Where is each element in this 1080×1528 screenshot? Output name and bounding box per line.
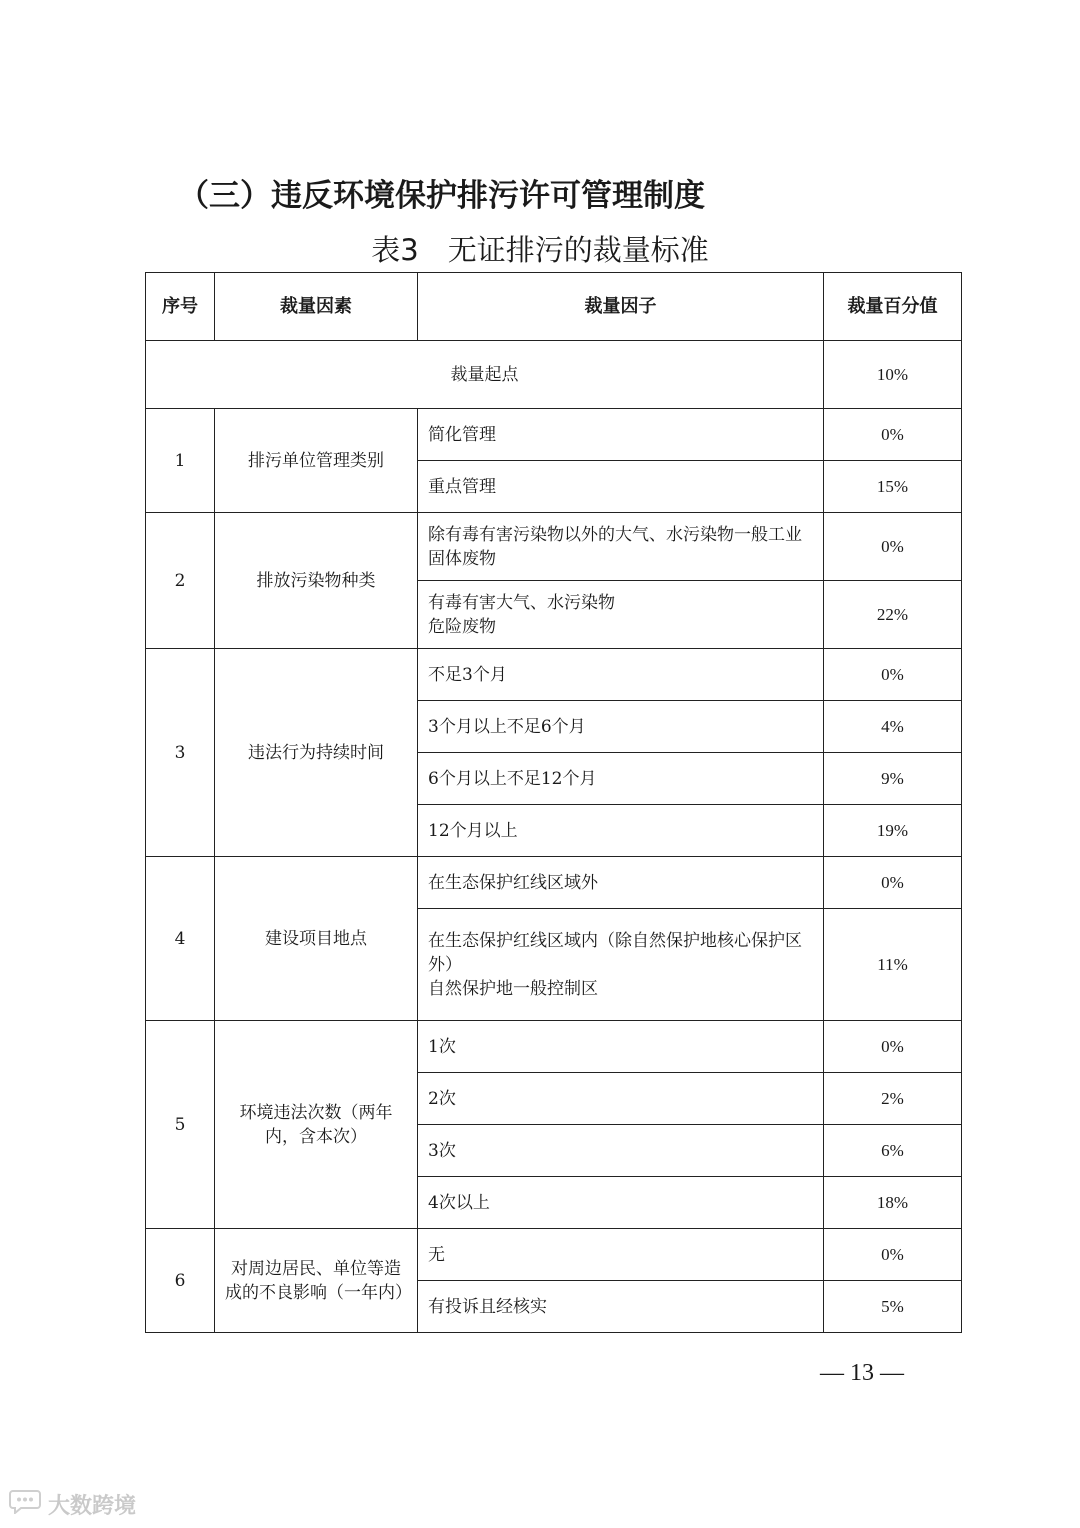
row-value: 0%: [824, 649, 962, 701]
row-value: 19%: [824, 805, 962, 857]
row-value: 2%: [824, 1073, 962, 1125]
header-value: 裁量百分值: [824, 273, 962, 341]
row-value: 0%: [824, 513, 962, 581]
row-value: 11%: [824, 909, 962, 1021]
discretion-standard-table: [145, 272, 962, 1333]
row-no: 3: [146, 649, 215, 857]
header-item: 裁量因子: [418, 273, 824, 341]
row-factor: 建设项目地点: [215, 857, 418, 1021]
row-value: 18%: [824, 1177, 962, 1229]
header-factor: 裁量因素: [215, 273, 418, 341]
row-value: 4%: [824, 701, 962, 753]
table-row: [146, 1021, 962, 1073]
table-caption: 表3 无证排污的裁量标准: [371, 233, 709, 267]
chat-bubble-icon: [8, 1488, 42, 1520]
table-row: [146, 649, 962, 701]
row-item: 3次: [418, 1125, 824, 1177]
row-item: 在生态保护红线区域内（除自然保护地核心保护区外） 自然保护地一般控制区: [418, 909, 824, 1021]
row-factor: 环境违法次数（两年内，含本次）: [215, 1021, 418, 1229]
row-factor: 违法行为持续时间: [215, 649, 418, 857]
row-value: 6%: [824, 1125, 962, 1177]
row-item: 3个月以上不足6个月: [418, 701, 824, 753]
row-value: 9%: [824, 753, 962, 805]
row-no: 6: [146, 1229, 215, 1333]
table-row: [146, 513, 962, 581]
row-value: 5%: [824, 1281, 962, 1333]
row-value: 0%: [824, 857, 962, 909]
row-no: 2: [146, 513, 215, 649]
header-no: 序号: [146, 273, 215, 341]
watermark: [8, 1488, 136, 1520]
row-no: 1: [146, 409, 215, 513]
table-row: [146, 1229, 962, 1281]
row-item: 有毒有害大气、水污染物 危险废物: [418, 581, 824, 649]
row-item: 2次: [418, 1073, 824, 1125]
row-item: 无: [418, 1229, 824, 1281]
row-item: 4次以上: [418, 1177, 824, 1229]
row-value: 0%: [824, 1229, 962, 1281]
row-no: 5: [146, 1021, 215, 1229]
row-value: 0%: [824, 409, 962, 461]
row-item: 6个月以上不足12个月: [418, 753, 824, 805]
row-item: 重点管理: [418, 461, 824, 513]
row-factor: 对周边居民、单位等造成的不良影响（一年内）: [215, 1229, 418, 1333]
row-item: 1次: [418, 1021, 824, 1073]
row-value: 22%: [824, 581, 962, 649]
row-item: 简化管理: [418, 409, 824, 461]
start-label: 裁量起点: [146, 341, 824, 409]
row-item: 12个月以上: [418, 805, 824, 857]
section-title: （三）违反环境保护排污许可管理制度: [178, 178, 705, 214]
row-item: 有投诉且经核实: [418, 1281, 824, 1333]
row-no: 4: [146, 857, 215, 1021]
row-item: 不足3个月: [418, 649, 824, 701]
start-row: [146, 341, 962, 409]
row-value: 0%: [824, 1021, 962, 1073]
table-row: [146, 409, 962, 461]
start-value: 10%: [824, 341, 962, 409]
row-item: 除有毒有害污染物以外的大气、水污染物一般工业固体废物: [418, 513, 824, 581]
row-factor: 排污单位管理类别: [215, 409, 418, 513]
page-number: — 13 —: [820, 1360, 904, 1386]
row-factor: 排放污染物种类: [215, 513, 418, 649]
row-item: 在生态保护红线区域外: [418, 857, 824, 909]
table-row: [146, 857, 962, 909]
watermark-text: 大数跨境: [48, 1493, 137, 1519]
row-value: 15%: [824, 461, 962, 513]
table-header-row: [146, 273, 962, 341]
